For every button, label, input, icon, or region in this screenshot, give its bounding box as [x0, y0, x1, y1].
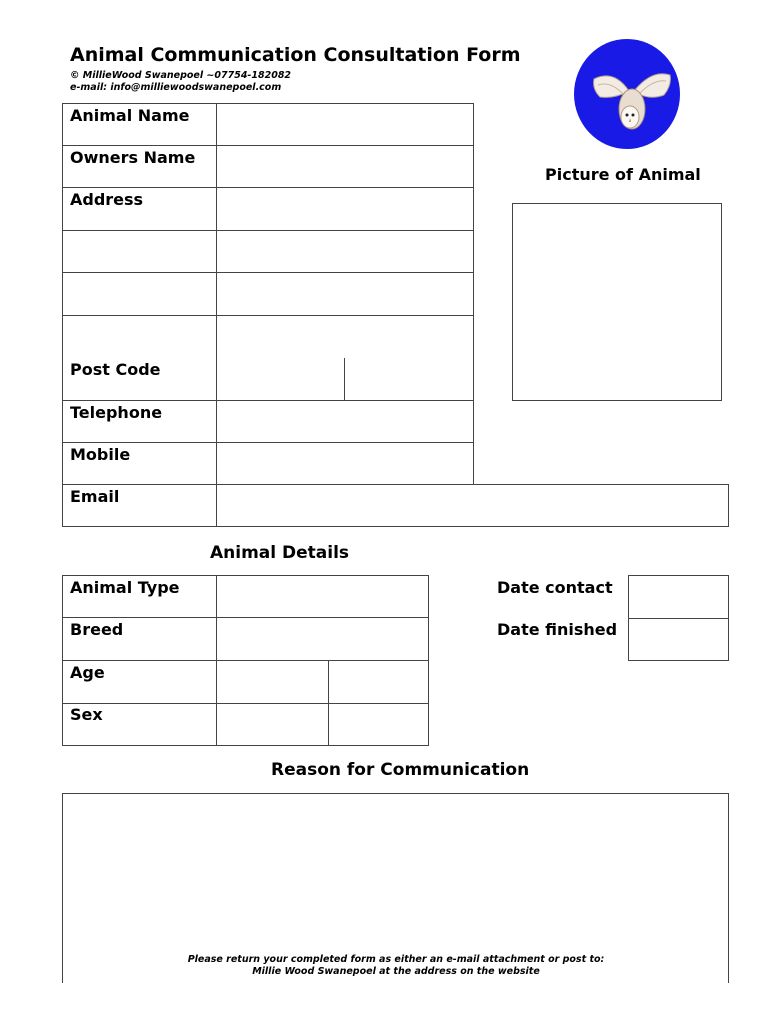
address-field-3[interactable] [217, 273, 473, 315]
date-contact-field[interactable] [629, 576, 728, 618]
post-code-field-1[interactable] [217, 359, 343, 400]
telephone-label: Telephone [70, 403, 163, 422]
address-field-1[interactable] [217, 188, 473, 230]
email-field[interactable] [217, 485, 728, 526]
address-field-4[interactable] [217, 316, 473, 358]
mobile-field[interactable] [217, 443, 473, 484]
animal-name-label: Animal Name [70, 106, 190, 125]
post-code-label: Post Code [70, 360, 161, 379]
email-label: Email [70, 487, 120, 506]
age-field-1[interactable] [217, 661, 327, 703]
form-title: Animal Communication Consultation Form [70, 44, 521, 66]
breed-field[interactable] [217, 618, 428, 660]
animal-type-field[interactable] [217, 576, 428, 617]
reason-heading: Reason for Communication [271, 760, 530, 780]
post-code-field-2[interactable] [345, 359, 473, 400]
date-finished-field[interactable] [629, 619, 728, 660]
sex-field-2[interactable] [329, 704, 428, 745]
picture-label: Picture of Animal [545, 165, 701, 184]
owl-logo [574, 39, 680, 149]
mobile-label: Mobile [70, 445, 131, 464]
owners-name-field[interactable] [217, 146, 473, 187]
footer-line-1: Please return your completed form as either an e-mail attachment or post to: [187, 954, 605, 965]
age-field-2[interactable] [329, 661, 428, 703]
address-field-2[interactable] [217, 231, 473, 272]
owl-icon [574, 39, 680, 149]
sex-field-1[interactable] [217, 704, 327, 745]
copyright-line: © MillieWood Swanepoel ~07754-182082 [70, 70, 292, 81]
animal-name-field[interactable] [217, 104, 473, 145]
animal-type-label: Animal Type [70, 578, 180, 597]
picture-box[interactable] [512, 203, 722, 401]
sex-label: Sex [70, 705, 103, 724]
animal-details-heading: Animal Details [210, 543, 350, 563]
date-contact-label: Date contact [497, 578, 613, 597]
owners-name-label: Owners Name [70, 148, 196, 167]
address-label: Address [70, 190, 144, 209]
breed-label: Breed [70, 620, 124, 639]
email-line: e-mail: info@milliewoodswanepoel.com [70, 82, 282, 93]
footer-line-2: Millie Wood Swanepoel at the address on the website [252, 966, 540, 977]
age-label: Age [70, 663, 105, 682]
date-finished-label: Date finished [497, 620, 618, 639]
telephone-field[interactable] [217, 401, 473, 442]
